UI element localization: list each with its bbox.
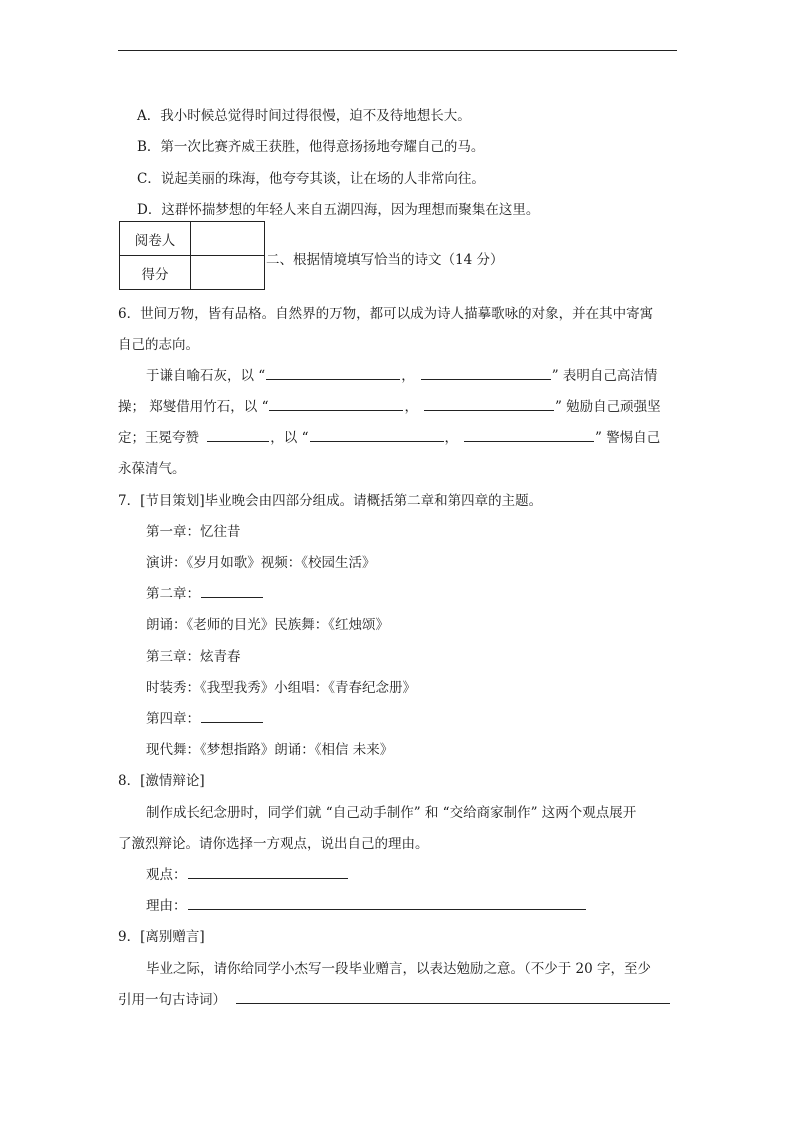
q7-chapter-4-blank[interactable] bbox=[201, 708, 263, 723]
q7-chapter-1: 第一章：忆往昔 bbox=[146, 524, 241, 540]
q7-chapter-2-blank[interactable] bbox=[201, 583, 263, 598]
q6-intro-line2: 自己的志向。 bbox=[118, 337, 199, 353]
q6-l3-text-d: ” 警惕自己 bbox=[595, 430, 661, 446]
q6-line2 bbox=[118, 395, 661, 415]
score-cell[interactable] bbox=[191, 256, 265, 290]
score-table bbox=[119, 221, 265, 290]
option-b: B．第一次比赛齐威王获胜，他得意扬扬地夸耀自己的马。 bbox=[137, 139, 485, 155]
option-a: A．我小时候总觉得时间过得很慢，迫不及待地想长大。 bbox=[137, 108, 471, 124]
q6-l2-text-b: ， bbox=[404, 399, 418, 415]
q7-chapter-4-label: 第四章： bbox=[146, 711, 200, 727]
header-rule bbox=[118, 50, 677, 51]
q6-l2-text-c: ” 勉励自己顽强坚 bbox=[554, 399, 661, 415]
q7-chapter-4 bbox=[146, 707, 264, 727]
option-c: C．说起美丽的珠海，他夸夸其谈，让在场的人非常向往。 bbox=[137, 171, 485, 187]
q7-chapter-2-items: 朗诵：《老师的目光》民族舞：《红烛颂》 bbox=[146, 617, 389, 633]
q6-blank-1[interactable] bbox=[266, 365, 400, 380]
q6-line4: 永葆清气。 bbox=[118, 461, 186, 477]
score-label: 得分 bbox=[120, 256, 191, 290]
q6-l3-text-b: ，以 “ bbox=[270, 430, 309, 446]
q6-blank-7[interactable] bbox=[464, 427, 594, 442]
q9-answer-blank[interactable] bbox=[236, 989, 670, 1004]
q9-body-line2 bbox=[118, 988, 671, 1008]
q6-l1-text-a: 于谦自喻石灰，以 “ bbox=[146, 368, 266, 384]
q6-l3-text-a: 定；王冕夸赞 bbox=[118, 430, 204, 446]
section-two-heading: 二、根据情境填写恰当的诗文（14 分） bbox=[266, 252, 504, 268]
reviewer-label: 阅卷人 bbox=[120, 222, 191, 256]
q6-blank-6[interactable] bbox=[310, 427, 444, 442]
q6-blank-4[interactable] bbox=[424, 396, 554, 411]
q6-l1-text-b: ， bbox=[401, 368, 415, 384]
q7-chapter-3-items: 时装秀：《我型我秀》小组唱：《青春纪念册》 bbox=[146, 680, 416, 696]
q6-blank-2[interactable] bbox=[421, 365, 551, 380]
q7-chapter-2-label: 第二章： bbox=[146, 586, 200, 602]
q7-chapter-1-items: 演讲：《岁月如歌》视频：《校园生活》 bbox=[146, 555, 376, 571]
q8-body-line1: 制作成长纪念册时，同学们就 “自己动手制作” 和 “交给商家制作” 这两个观点展开 bbox=[146, 805, 637, 821]
q6-blank-5[interactable] bbox=[207, 427, 269, 442]
q7-chapter-2 bbox=[146, 582, 264, 602]
q6-line1 bbox=[146, 364, 657, 384]
q7-chapter-4-items: 现代舞：《梦想指路》朗诵：《相信 未来》 bbox=[146, 742, 394, 758]
q8-view-label: 观点： bbox=[146, 867, 187, 883]
q8-title: 8．[激情辩论] bbox=[118, 773, 205, 789]
q6-blank-3[interactable] bbox=[269, 396, 403, 411]
q8-view-blank[interactable] bbox=[188, 864, 348, 879]
q8-body-line2: 了激烈辩论。请你选择一方观点，说出自己的理由。 bbox=[118, 836, 429, 852]
q8-view bbox=[146, 863, 349, 883]
q6-l3-text-c: ， bbox=[444, 430, 458, 446]
q7-chapter-3: 第三章：炫青春 bbox=[146, 649, 241, 665]
q7-title: 7．[节目策划]毕业晚会由四部分组成。请概括第二章和第四章的主题。 bbox=[118, 493, 543, 509]
q6-l1-text-c: ” 表明自己高洁情 bbox=[551, 368, 658, 384]
option-d: D．这群怀揣梦想的年轻人来自五湖四海，因为理想而聚集在这里。 bbox=[137, 202, 540, 218]
q6-intro-line1: 6．世间万物，皆有品格。自然界的万物，都可以成为诗人描摹歌咏的对象，并在其中寄寓 bbox=[118, 306, 654, 322]
q8-reason bbox=[146, 894, 587, 914]
q9-body-line2-text: 引用一句古诗词） bbox=[118, 992, 226, 1008]
q9-body-line1: 毕业之际，请你给同学小杰写一段毕业赠言，以表达勉励之意。（不少于 20 字，至少 bbox=[146, 961, 652, 977]
q9-title: 9．[离别赠言] bbox=[118, 929, 205, 945]
q8-reason-blank[interactable] bbox=[188, 895, 586, 910]
q8-reason-label: 理由： bbox=[146, 898, 187, 914]
reviewer-cell[interactable] bbox=[191, 222, 265, 256]
q6-l2-text-a: 操； 郑燮借用竹石，以 “ bbox=[118, 399, 269, 415]
q6-line3 bbox=[118, 426, 660, 446]
